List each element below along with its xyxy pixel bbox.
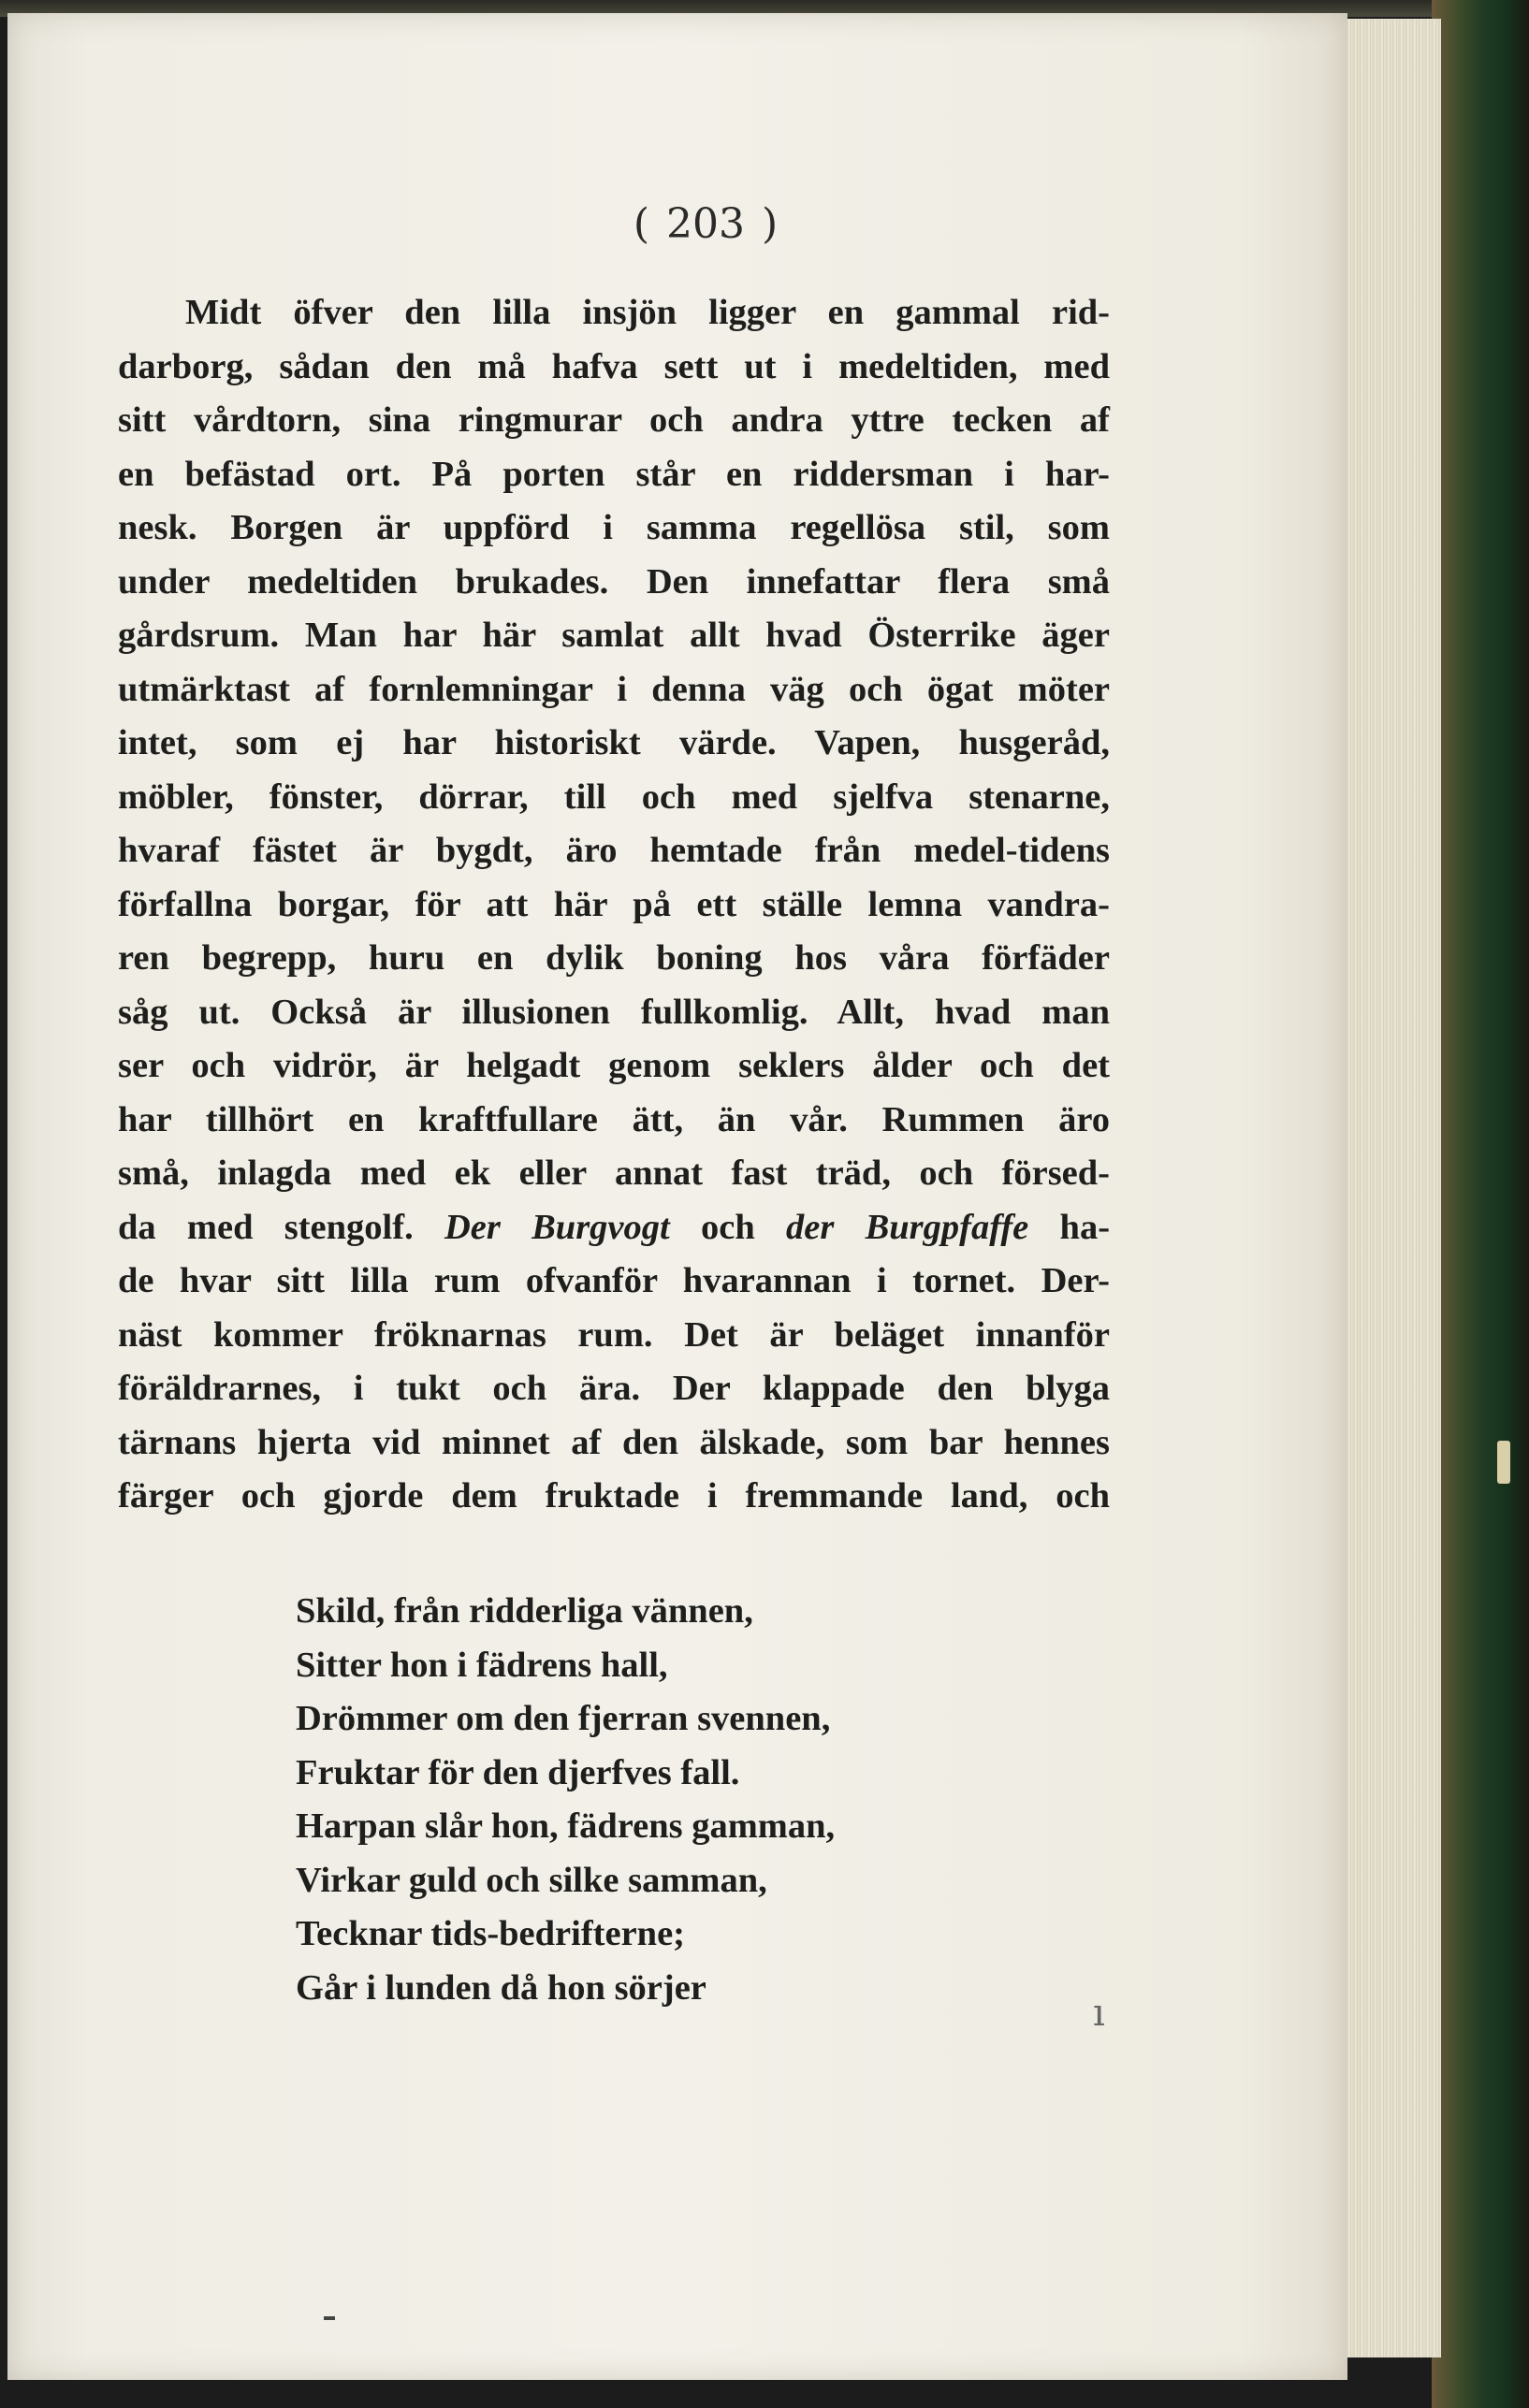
prose-segment: och	[700, 1207, 755, 1247]
poem-line: Skild, från ridderliga vännen,	[296, 1591, 753, 1631]
prose-line: gårdsrum. Man har här samlat allt hvad Österrike äger	[118, 616, 1110, 655]
book-page	[7, 13, 1347, 2380]
prose-line: tärnans hjerta vid minnet af den älskade, som bar hennes	[118, 1422, 1110, 1462]
open-paren: (	[633, 200, 649, 248]
book-cover-edge	[1432, 0, 1529, 2408]
prose-segment: ha-	[1059, 1207, 1111, 1247]
prose-line: sitt vårdtorn, sina ringmurar och andra yttre tecken af	[118, 400, 1110, 440]
close-paren: )	[761, 200, 779, 248]
prose-line: ren begrepp, huru en dylik boning hos våra förfäder	[118, 938, 1110, 978]
page-number: 203	[666, 200, 745, 248]
poem-line: Sitter hon i fädrens hall,	[296, 1645, 668, 1685]
poem-line: Tecknar tids-bedrifterne;	[296, 1914, 685, 1953]
prose-paragraph	[118, 286, 1110, 1524]
prose-line: nesk. Borgen är uppförd i samma regellösa stil, som	[118, 508, 1110, 547]
poem-line: Harpan slår hon, fädrens gamman,	[296, 1806, 836, 1846]
margin-mark: ı	[1093, 1992, 1105, 2035]
prose-line: hvaraf fästet är bygdt, äro hemtade från medel-tidens	[118, 831, 1110, 870]
poem-stanza	[296, 1585, 951, 2015]
prose-line: har tillhört en kraftfullare ätt, än vår. Rummen äro	[118, 1099, 1110, 1139]
prose-line: näst kommer fröknarnas rum. Det är beläget innanför	[118, 1314, 1110, 1355]
prose-line: en befästad ort. På porten står en riddersman i har-	[118, 454, 1110, 494]
poem-line: Drömmer om den fjerran svennen,	[296, 1699, 831, 1738]
prose-line: färger och gjorde dem fruktade i fremmande land, och	[118, 1476, 1110, 1516]
prose-line: intet, som ej har historiskt värde. Vapen, husgeråd,	[118, 723, 1110, 762]
prose-line: förfallna borgar, för att här på ett ställe lemna vandra-	[118, 884, 1110, 924]
prose-italic-segment: Der Burgvogt	[444, 1207, 670, 1247]
prose-line: under medeltiden brukades. Den innefattar flera små	[118, 561, 1110, 602]
prose-line: utmärktast af fornlemningar i denna väg och ögat möter	[118, 669, 1110, 709]
prose-line: de hvar sitt lilla rum ofvanför hvarannan i tornet. Der-	[118, 1261, 1110, 1300]
poem-line: Fruktar för den djerfves fall.	[296, 1752, 740, 1792]
prose-line: ser och vidrör, är helgadt genom seklers ålder och det	[118, 1046, 1110, 1085]
prose-line: såg ut. Också är illusionen fullkomlig. Allt, hvad man	[118, 992, 1110, 1032]
prose-segment: da med stengolf.	[118, 1207, 414, 1247]
page-stack-edge	[1338, 19, 1441, 2357]
poem-line: Virkar guld och silke samman,	[296, 1860, 767, 1900]
prose-italic-segment: der Burgpfaffe	[786, 1207, 1029, 1247]
prose-line-mixed	[118, 1201, 1110, 1255]
bookmark-ribbon	[1497, 1441, 1510, 1484]
poem-line: Går i lunden då hon sörjer	[296, 1967, 706, 2008]
prose-line: Midt öfver den lilla insjön ligger en gammal rid-	[185, 293, 1110, 332]
prose-line: små, inlagda med ek eller annat fast träd, och försed-	[118, 1153, 1110, 1193]
prose-line: möbler, fönster, dörrar, till och med sjelfva stenarne,	[118, 776, 1110, 817]
prose-line: darborg, sådan den må hafva sett ut i medeltiden, med	[118, 346, 1110, 386]
margin-dash	[324, 2316, 335, 2320]
page-number-header	[7, 200, 1347, 248]
prose-line: föräldrarnes, i tukt och ära. Der klappade den blyga	[118, 1369, 1110, 1408]
